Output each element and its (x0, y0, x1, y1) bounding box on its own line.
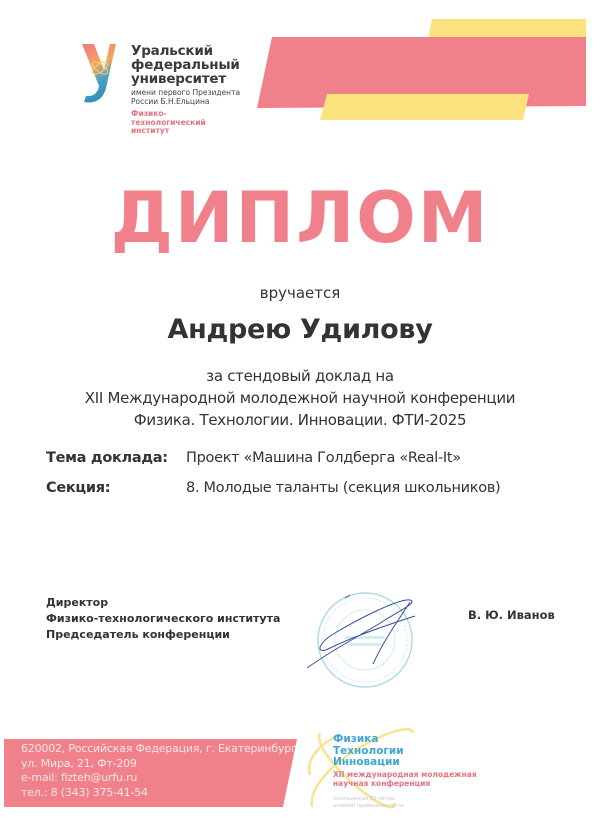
conference-name-line: Технологии (333, 744, 404, 757)
conference-name (333, 734, 404, 769)
topic-label: Тема доклада: (46, 450, 168, 466)
address-line: 620002, Российская Федерация, г. Екатеринбург (21, 742, 297, 755)
topic-row (46, 450, 461, 466)
award-description (0, 365, 600, 431)
university-name (131, 44, 240, 86)
conference-name-line: Физика (333, 733, 379, 745)
description-line: XII Международной молодежной научной конференции (84, 389, 516, 407)
university-subtitle (131, 88, 240, 106)
institute-name-line: технологический (131, 117, 206, 127)
signer-title (46, 595, 280, 643)
conference-subtitle (333, 770, 477, 788)
header-yellow-band-bottom (320, 94, 529, 120)
description-line: за стендовый доклад на (206, 367, 394, 385)
institute-name-line: институт (131, 126, 170, 135)
section-row (46, 480, 500, 496)
university-subtitle-line: имени первого Президента (131, 88, 241, 97)
description-line: Физика. Технологии. Инновации. ФТИ-2025 (133, 411, 467, 429)
urfu-logo-icon (80, 42, 118, 106)
university-subtitle-line: России Б.Н.Ельцина (131, 97, 210, 106)
section-label: Секция: (46, 480, 111, 496)
phone-line: тел.: 8 (343) 375-41-54 (21, 785, 148, 799)
diploma-title: ДИПЛОМ (110, 177, 490, 259)
institute-name (131, 110, 206, 136)
signer-title-line: Физико-технологического института (46, 612, 281, 625)
signer-title-line: Председатель конференции (46, 628, 230, 641)
conference-name-line: Инновации (333, 756, 400, 768)
signer-title-line: Директор (46, 596, 109, 609)
conference-subtitle-line: XII международная молодежная (333, 770, 477, 779)
email-line: e-mail: fizteh@urfu.ru (21, 771, 138, 784)
conference-note-line: посвященная 80-летию (333, 796, 395, 802)
university-name-line: Уральский (131, 43, 213, 59)
conference-subtitle-line: научная конференция (333, 779, 431, 788)
university-name-line: университет (131, 71, 227, 87)
institute-name-line: Физико- (131, 109, 167, 118)
topic-value: Проект «Машина Голдберга «Real-It» (186, 450, 461, 466)
conference-note-line: атомной промышленности (333, 803, 404, 809)
signer-name: В. Ю. Иванов (468, 608, 555, 622)
conference-note (333, 796, 404, 810)
recipient-name: Андрею Удилову (167, 314, 433, 345)
university-name-line: федеральный (131, 57, 240, 73)
contact-address (21, 742, 297, 800)
handwritten-signature-icon (307, 595, 415, 668)
address-line: ул. Мира, 21, Фт-209 (21, 756, 137, 770)
awarded-text: вручается (259, 284, 341, 302)
round-stamp-icon (305, 588, 435, 693)
section-value: 8. Молодые таланты (секция школьников) (186, 480, 501, 496)
